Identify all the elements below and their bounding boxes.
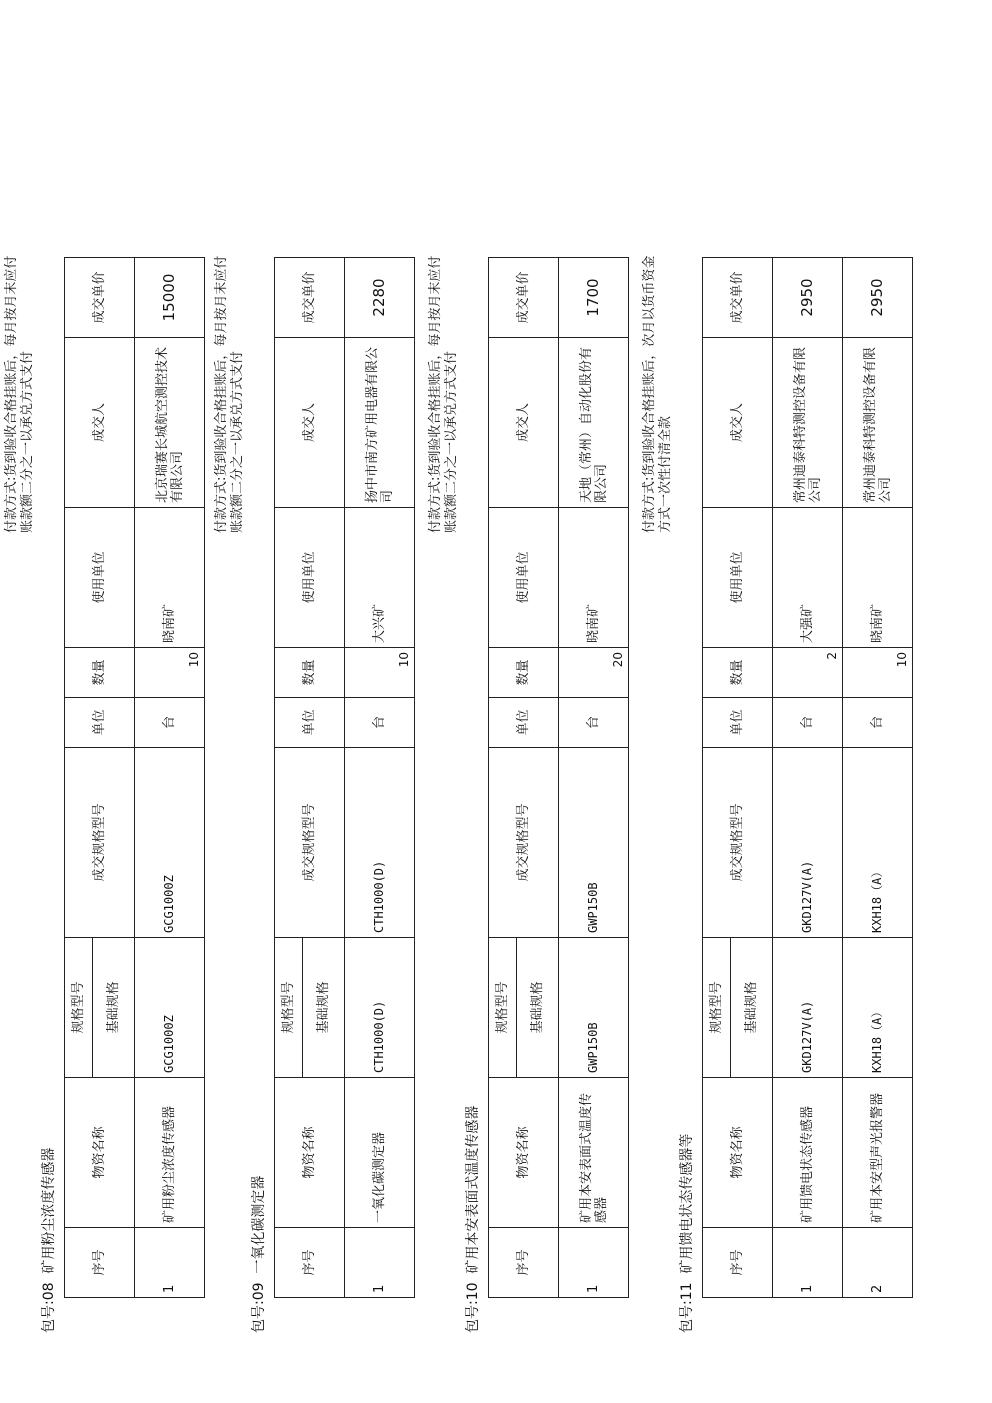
cell-user: 晓南矿 xyxy=(559,508,629,648)
cell-base-spec: KXH18（A） xyxy=(843,938,913,1078)
header-base-spec: 基础规格 xyxy=(731,938,773,1078)
package-title xyxy=(676,1134,696,1333)
cell-seq: 1 xyxy=(559,1228,629,1298)
header-qty: 数量 xyxy=(703,648,773,698)
table-row xyxy=(843,258,913,1298)
cell-price: 2950 xyxy=(843,258,913,338)
cell-qty: 2 xyxy=(773,648,843,698)
header-winner: 成交人 xyxy=(489,338,559,508)
header-user: 使用单位 xyxy=(275,508,345,648)
payment-terms: 付款方式:货到验收合格挂账后，每月按月末应付账款额二分之一以承兑方式支付 xyxy=(214,255,245,533)
package-label: 包号:08 xyxy=(41,1282,57,1333)
header-price: 成交单价 xyxy=(65,258,135,338)
cell-unit: 台 xyxy=(843,698,913,748)
cell-winner: 天地（常州）自动化股份有限公司 xyxy=(559,338,629,508)
header-user: 使用单位 xyxy=(489,508,559,648)
cell-base-spec: GWP150B xyxy=(559,938,629,1078)
cell-base-spec: CTH1000(D) xyxy=(345,938,415,1078)
header-user: 使用单位 xyxy=(703,508,773,648)
header-winner: 成交人 xyxy=(275,338,345,508)
package-label: 包号:11 xyxy=(679,1282,695,1333)
header-name: 物资名称 xyxy=(703,1078,773,1228)
cell-qty: 20 xyxy=(559,648,629,698)
header-deal-spec: 成交规格型号 xyxy=(489,748,559,938)
cell-qty: 10 xyxy=(345,648,415,698)
header-seq: 序号 xyxy=(65,1228,135,1298)
cell-deal-spec: KXH18（A） xyxy=(843,748,913,938)
table-row xyxy=(345,258,415,1298)
header-name: 物资名称 xyxy=(489,1078,559,1228)
header-qty: 数量 xyxy=(65,648,135,698)
table-row xyxy=(773,258,843,1298)
cell-deal-spec: CTH1000(D) xyxy=(345,748,415,938)
header-deal-spec: 成交规格型号 xyxy=(65,748,135,938)
package-label: 包号:09 xyxy=(251,1282,267,1333)
cell-winner: 常州迪泰科特测控设备有限公司 xyxy=(773,338,843,508)
header-spec-group: 规格型号 xyxy=(65,938,93,1078)
package-name: 矿用粉尘浓度传感器 xyxy=(41,1147,57,1274)
header-winner: 成交人 xyxy=(65,338,135,508)
package-name: 矿用馈电状态传感器等 xyxy=(679,1133,695,1274)
cell-name: 矿用馈电状态传感器 xyxy=(773,1078,843,1228)
cell-price: 2950 xyxy=(773,258,843,338)
header-spec-group: 规格型号 xyxy=(489,938,517,1078)
payment-terms: 付款方式:货到验收合格挂账后，每月按月末应付账款额二分之一以承兑方式支付 xyxy=(4,255,35,533)
package-spacer xyxy=(251,1274,267,1283)
package-title xyxy=(462,1106,482,1333)
header-seq: 序号 xyxy=(703,1228,773,1298)
header-row xyxy=(703,258,731,1298)
header-qty: 数量 xyxy=(489,648,559,698)
package-name: 矿用本安表面式温度传感器 xyxy=(465,1105,481,1274)
cell-winner: 常州迪泰科特测控设备有限公司 xyxy=(843,338,913,508)
cell-unit: 台 xyxy=(135,698,205,748)
package-name: 一氧化碳测定器 xyxy=(251,1175,267,1274)
header-base-spec: 基础规格 xyxy=(93,938,135,1078)
cell-user: 晓南矿 xyxy=(843,508,913,648)
header-spec-group: 规格型号 xyxy=(703,938,731,1078)
header-unit: 单位 xyxy=(489,698,559,748)
cell-deal-spec: GKD127V(A) xyxy=(773,748,843,938)
table-row xyxy=(135,258,205,1298)
cell-base-spec: GCG1000Z xyxy=(135,938,205,1078)
cell-seq: 2 xyxy=(843,1228,913,1298)
cell-name: 矿用粉尘浓度传感器 xyxy=(135,1078,205,1228)
header-seq: 序号 xyxy=(489,1228,559,1298)
header-unit: 单位 xyxy=(703,698,773,748)
cell-name: 一氧化碳测定器 xyxy=(345,1078,415,1228)
table-row xyxy=(559,258,629,1298)
cell-unit: 台 xyxy=(345,698,415,748)
cell-winner: 北京瑞赛长城航空测控技术有限公司 xyxy=(135,338,205,508)
cell-user: 大强矿 xyxy=(773,508,843,648)
header-unit: 单位 xyxy=(275,698,345,748)
cell-price: 15000 xyxy=(135,258,205,338)
cell-qty: 10 xyxy=(843,648,913,698)
cell-seq: 1 xyxy=(773,1228,843,1298)
cell-unit: 台 xyxy=(773,698,843,748)
package-table xyxy=(702,257,913,1298)
package-spacer xyxy=(465,1274,481,1283)
header-spec-group: 规格型号 xyxy=(275,938,303,1078)
header-user: 使用单位 xyxy=(65,508,135,648)
header-row xyxy=(275,258,303,1298)
package-table xyxy=(274,257,415,1298)
header-qty: 数量 xyxy=(275,648,345,698)
package-label: 包号:10 xyxy=(465,1282,481,1333)
cell-seq: 1 xyxy=(345,1228,415,1298)
payment-terms: 付款方式:货到验收合格挂账后，每月按月末应付账款额二分之一以承兑方式支付 xyxy=(428,255,459,533)
cell-user: 晓南矿 xyxy=(135,508,205,648)
header-row xyxy=(489,258,517,1298)
header-row xyxy=(65,258,93,1298)
cell-qty: 10 xyxy=(135,648,205,698)
cell-price: 2280 xyxy=(345,258,415,338)
package-spacer xyxy=(41,1274,57,1283)
header-seq: 序号 xyxy=(275,1228,345,1298)
cell-winner: 扬中市南方矿用电器有限公司 xyxy=(345,338,415,508)
header-unit: 单位 xyxy=(65,698,135,748)
cell-seq: 1 xyxy=(135,1228,205,1298)
header-winner: 成交人 xyxy=(703,338,773,508)
cell-deal-spec: GWP150B xyxy=(559,748,629,938)
header-deal-spec: 成交规格型号 xyxy=(275,748,345,938)
cell-name: 矿用本安型声光报警器 xyxy=(843,1078,913,1228)
header-name: 物资名称 xyxy=(275,1078,345,1228)
cell-name: 矿用本安表面式温度传感器 xyxy=(559,1078,629,1228)
header-name: 物资名称 xyxy=(65,1078,135,1228)
cell-user: 大兴矿 xyxy=(345,508,415,648)
cell-unit: 台 xyxy=(559,698,629,748)
header-price: 成交单价 xyxy=(489,258,559,338)
package-spacer xyxy=(679,1274,695,1283)
payment-terms: 付款方式:货到验收合格挂账后，次月以货币资金方式一次性付清全款 xyxy=(642,255,673,533)
header-base-spec: 基础规格 xyxy=(517,938,559,1078)
package-table xyxy=(488,257,629,1298)
header-price: 成交单价 xyxy=(703,258,773,338)
header-base-spec: 基础规格 xyxy=(303,938,345,1078)
header-deal-spec: 成交规格型号 xyxy=(703,748,773,938)
package-title xyxy=(248,1176,268,1333)
package-title xyxy=(38,1148,58,1333)
cell-base-spec: GKD127V(A) xyxy=(773,938,843,1078)
cell-deal-spec: GCG1000Z xyxy=(135,748,205,938)
cell-price: 1700 xyxy=(559,258,629,338)
package-table xyxy=(64,257,205,1298)
header-price: 成交单价 xyxy=(275,258,345,338)
